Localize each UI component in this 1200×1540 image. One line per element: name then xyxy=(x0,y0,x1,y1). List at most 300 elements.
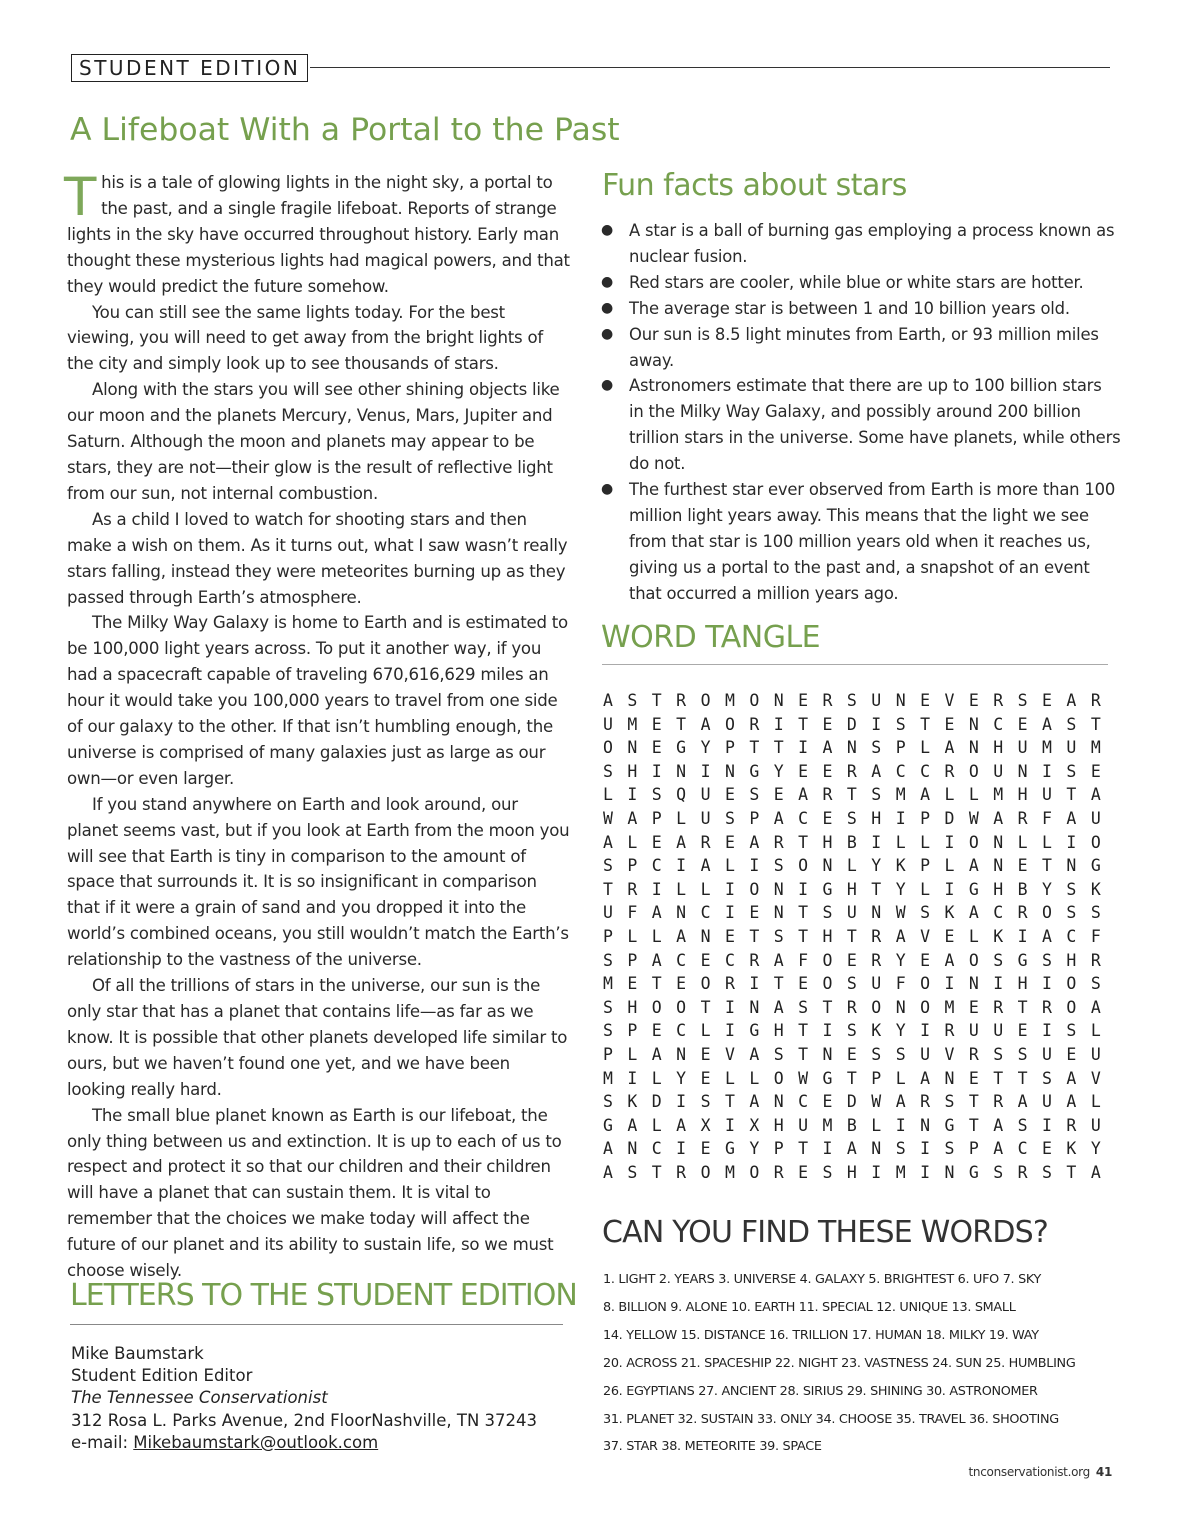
word-search-letter: L xyxy=(895,1068,906,1088)
word-search-row xyxy=(603,760,1115,784)
word-search-letter: W xyxy=(871,1092,882,1112)
word-search-letter: I xyxy=(676,856,687,876)
word-search-letter: L xyxy=(651,926,662,946)
word-search-letter: H xyxy=(627,761,638,781)
word-search-letter: D xyxy=(944,808,955,828)
word-search-letter: I xyxy=(920,1139,931,1159)
word-search-letter: E xyxy=(724,785,735,805)
word-search-letter: E xyxy=(968,691,979,710)
word-search-letter: L xyxy=(651,1068,662,1088)
fun-fact-item xyxy=(601,322,1121,374)
word-search-letter: G xyxy=(676,738,687,758)
word-search-letter: D xyxy=(846,1092,857,1112)
word-search-letter: S xyxy=(944,1092,955,1112)
word-search-letter: T xyxy=(700,997,711,1017)
word-list-line: 31. PLANET 32. SUSTAIN 33. ONLY 34. CHOOSE 35. TRAVEL 36. SHOOTING xyxy=(603,1411,1059,1427)
word-search-letter: S xyxy=(773,926,784,946)
word-search-letter: C xyxy=(920,761,931,781)
word-search-letter: P xyxy=(627,856,638,876)
word-search-row xyxy=(603,996,1115,1020)
word-search-letter: L xyxy=(676,879,687,899)
word-search-letter: R xyxy=(993,997,1004,1017)
word-search-letter: A xyxy=(1090,1162,1101,1182)
word-search-letter: T xyxy=(1066,785,1077,805)
word-search-letter: S xyxy=(1066,1021,1077,1041)
word-search-letter: R xyxy=(773,1162,784,1182)
word-search-letter: S xyxy=(993,950,1004,970)
word-list-line: 14. YELLOW 15. DISTANCE 16. TRILLION 17. HUMAN 18. MILKY 19. WAY xyxy=(603,1327,1039,1343)
word-search-letter: O xyxy=(700,974,711,994)
article-paragraph: You can still see the same lights today. For the best viewing, you will need to get away from the bright lights of the city and simply look up to see thousands of stars. xyxy=(67,302,543,374)
fun-fact-item xyxy=(601,218,1121,270)
word-search-letter: A xyxy=(1090,997,1101,1017)
word-search-letter: N xyxy=(944,1068,955,1088)
editor-name: Mike Baumstark xyxy=(71,1344,204,1363)
word-search-letter: P xyxy=(773,1139,784,1159)
word-search-letter: S xyxy=(603,1021,613,1041)
word-search-letter: N xyxy=(968,738,979,758)
word-search-letter: N xyxy=(749,997,760,1017)
word-search-letter: H xyxy=(846,1162,857,1182)
word-search-letter: T xyxy=(798,926,809,946)
fun-fact-text: Red stars are cooler, while blue or white stars are hotter. xyxy=(629,272,1084,292)
word-search-letter: U xyxy=(1090,1115,1101,1135)
word-search-letter: R xyxy=(773,832,784,852)
word-search-letter: A xyxy=(993,1139,1004,1159)
word-search-letter: R xyxy=(1066,1115,1077,1135)
word-search-letter: E xyxy=(822,1092,833,1112)
word-search-letter: A xyxy=(627,1115,638,1135)
letters-rule xyxy=(70,1324,563,1325)
word-search-letter: E xyxy=(846,950,857,970)
word-search-row xyxy=(603,831,1115,855)
word-search-letter: A xyxy=(993,1115,1004,1135)
word-search-letter: I xyxy=(798,738,809,758)
word-search-letter: A xyxy=(798,785,809,805)
word-search-letter: V xyxy=(724,1044,735,1064)
word-search-letter: T xyxy=(1042,856,1052,876)
page-number: 41 xyxy=(1095,1465,1112,1479)
word-search-letter: H xyxy=(773,1115,784,1135)
word-search-letter: A xyxy=(944,950,955,970)
word-search-letter: U xyxy=(920,1044,931,1064)
word-search-letter: Y xyxy=(871,856,882,876)
bullet-icon: ● xyxy=(601,481,614,498)
word-search-letter: O xyxy=(1042,903,1052,923)
word-search-letter: S xyxy=(1066,761,1077,781)
word-search-letter: E xyxy=(798,974,809,994)
word-search-letter: I xyxy=(944,974,955,994)
word-search-letter: I xyxy=(749,856,760,876)
word-search-letter: A xyxy=(968,903,979,923)
word-search-letter: I xyxy=(944,879,955,899)
word-search-letter: C xyxy=(676,1021,687,1041)
word-search-letter: I xyxy=(676,1092,687,1112)
word-search-letter: S xyxy=(1042,1068,1052,1088)
drop-cap: T xyxy=(64,167,97,228)
word-search-letter: C xyxy=(798,1092,809,1112)
word-search-letter: O xyxy=(871,997,882,1017)
word-search-letter: N xyxy=(676,903,687,923)
word-search-letter: S xyxy=(920,903,931,923)
word-search-letter: T xyxy=(749,926,760,946)
word-search-letter: N xyxy=(1066,856,1077,876)
word-search-letter: S xyxy=(993,1162,1004,1182)
word-search-letter: A xyxy=(773,950,784,970)
word-search-letter: P xyxy=(627,950,638,970)
word-search-letter: I xyxy=(871,832,882,852)
word-search-letter: I xyxy=(920,1021,931,1041)
word-search-row xyxy=(603,1043,1115,1067)
word-tangle-heading: WORD TANGLE xyxy=(601,620,821,655)
fun-fact-item xyxy=(601,270,1121,296)
fun-fact-item xyxy=(601,477,1121,607)
word-search-letter: T xyxy=(846,785,857,805)
word-search-letter: S xyxy=(1066,879,1077,899)
word-search-letter: W xyxy=(798,1068,809,1088)
word-search-letter: M xyxy=(895,785,906,805)
word-search-letter: R xyxy=(822,691,833,710)
word-search-letter: E xyxy=(920,950,931,970)
word-search-letter: U xyxy=(993,1021,1004,1041)
word-search-row xyxy=(603,783,1115,807)
word-search-letter: E xyxy=(651,1021,662,1041)
fun-fact-text: A star is a ball of burning gas employing a process known as nuclear fusion. xyxy=(629,221,1115,266)
word-search-letter: I xyxy=(1017,926,1028,946)
word-search-letter: I xyxy=(724,903,735,923)
word-search-letter: B xyxy=(846,832,857,852)
word-search-letter: S xyxy=(1017,691,1028,710)
word-list-line: 1. LIGHT 2. YEARS 3. UNIVERSE 4. GALAXY 5. BRIGHTEST 6. UFO 7. SKY xyxy=(603,1272,1042,1287)
word-search-letter: A xyxy=(651,903,662,923)
word-search-letter: Y xyxy=(895,879,906,899)
word-search-letter: E xyxy=(1017,714,1028,734)
word-search-letter: Y xyxy=(749,1139,760,1159)
word-search-letter: A xyxy=(1090,785,1101,805)
word-search-letter: A xyxy=(676,832,687,852)
word-search-letter: R xyxy=(871,926,882,946)
word-search-letter: Y xyxy=(895,950,906,970)
article-paragraph: The small blue planet known as Earth is our lifeboat, the only thing between us and extinction. It is up to each of us to respect and protect it so that our children and their children will have a planet that can sustain them. It is vital to remember that the choices we make today will affect the future of our planet and its ability to sustain life, so we must choose wisely. xyxy=(67,1105,562,1281)
word-search-letter: E xyxy=(773,785,784,805)
word-search-letter: L xyxy=(1090,1092,1101,1112)
word-search-letter: H xyxy=(627,997,638,1017)
word-search-letter: S xyxy=(627,691,638,710)
article-paragraph: Of all the trillions of stars in the universe, our sun is the only star that has a planet that contains life—as far as we know. It is possible that other planets developed life similar to ours, but we haven’t found one yet, and we have been looking really hard. xyxy=(67,976,568,1099)
word-search-letter: R xyxy=(920,1092,931,1112)
word-search-letter: U xyxy=(700,808,711,828)
word-search-letter: H xyxy=(822,926,833,946)
word-search-letter: I xyxy=(724,997,735,1017)
word-search-letter: G xyxy=(968,1162,979,1182)
word-search-letter: I xyxy=(627,785,638,805)
word-search-letter: A xyxy=(822,738,833,758)
fun-facts-list xyxy=(601,218,1121,607)
word-search-letter: E xyxy=(724,926,735,946)
word-search-letter: S xyxy=(871,1044,882,1064)
word-search-letter: E xyxy=(822,714,833,734)
word-search-letter: D xyxy=(651,1092,662,1112)
word-search-letter: N xyxy=(871,903,882,923)
word-search-letter: U xyxy=(798,1115,809,1135)
word-search-letter: T xyxy=(603,879,613,899)
word-search-letter: A xyxy=(920,1068,931,1088)
word-search-letter: M xyxy=(724,1162,735,1182)
word-search-letter: H xyxy=(822,832,833,852)
word-search-letter: E xyxy=(798,691,809,710)
word-search-letter: A xyxy=(1066,1068,1077,1088)
word-search-letter: X xyxy=(700,1115,711,1135)
word-search-letter: U xyxy=(1042,785,1052,805)
word-search-letter: P xyxy=(920,808,931,828)
word-search-letter: T xyxy=(773,974,784,994)
word-search-letter: R xyxy=(676,691,687,710)
word-search-letter: L xyxy=(920,879,931,899)
word-search-letter: N xyxy=(993,832,1004,852)
word-search-letter: R xyxy=(993,691,1004,710)
fun-facts-heading: Fun facts about stars xyxy=(602,168,907,203)
word-search-row xyxy=(603,689,1115,713)
word-search-letter: T xyxy=(1090,714,1101,734)
word-search-letter: K xyxy=(895,856,906,876)
word-search-letter: A xyxy=(1066,1092,1077,1112)
word-search-letter: C xyxy=(651,1139,662,1159)
word-search-letter: L xyxy=(1090,1021,1101,1041)
word-search-letter: K xyxy=(1090,879,1101,899)
bullet-icon: ● xyxy=(601,273,614,290)
word-search-letter: U xyxy=(846,903,857,923)
word-search-letter: T xyxy=(798,832,809,852)
word-search-letter: N xyxy=(822,856,833,876)
fun-fact-item xyxy=(601,373,1121,477)
word-search-letter: U xyxy=(700,785,711,805)
word-search-letter: U xyxy=(1090,1044,1101,1064)
publication-name: The Tennessee Conservationist xyxy=(71,1388,328,1408)
word-search-letter: G xyxy=(822,1068,833,1088)
word-search-letter: N xyxy=(993,856,1004,876)
word-search-letter: T xyxy=(822,997,833,1017)
word-search-letter: T xyxy=(676,714,687,734)
word-search-letter: E xyxy=(627,974,638,994)
word-search-letter: U xyxy=(871,691,882,710)
word-search-letter: T xyxy=(798,1044,809,1064)
word-search-letter: E xyxy=(1066,1044,1077,1064)
word-search-letter: O xyxy=(968,950,979,970)
word-search-letter: S xyxy=(749,785,760,805)
word-search-letter: E xyxy=(1042,1139,1052,1159)
word-search-letter: T xyxy=(798,1021,809,1041)
word-search-letter: O xyxy=(822,974,833,994)
word-search-letter: A xyxy=(1042,926,1052,946)
email-link[interactable]: Mikebaumstark@outlook.com xyxy=(133,1432,379,1452)
word-search-letter: I xyxy=(724,1021,735,1041)
word-search-letter: N xyxy=(822,1044,833,1064)
word-search-letter: V xyxy=(944,1044,955,1064)
word-search-letter: I xyxy=(895,1115,906,1135)
word-search-letter: R xyxy=(944,761,955,781)
word-search-letter: P xyxy=(920,856,931,876)
word-search-letter: M xyxy=(895,1162,906,1182)
word-search-letter: G xyxy=(1017,950,1028,970)
word-search-letter: E xyxy=(822,808,833,828)
word-search-letter: A xyxy=(895,926,906,946)
word-list-line: 26. EGYPTIANS 27. ANCIENT 28. SIRIUS 29. SHINING 30. ASTRONOMER xyxy=(603,1383,1038,1399)
word-search-letter: N xyxy=(773,691,784,710)
word-search-letter: E xyxy=(822,761,833,781)
word-list-line: 20. ACROSS 21. SPACESHIP 22. NIGHT 23. VASTNESS 24. SUN 25. HUMBLING xyxy=(603,1355,1076,1371)
article-paragraph xyxy=(64,167,573,300)
word-search-letter: C xyxy=(700,903,711,923)
word-search-letter: L xyxy=(724,1068,735,1088)
word-search-letter: S xyxy=(724,808,735,828)
word-search-row xyxy=(603,972,1115,996)
word-search-letter: T xyxy=(968,1115,979,1135)
word-search-letter: T xyxy=(651,1162,662,1182)
word-search-letter: Y xyxy=(700,738,711,758)
word-search-letter: H xyxy=(993,879,1004,899)
word-search-letter: O xyxy=(749,691,760,710)
word-search-letter: L xyxy=(1042,832,1052,852)
word-search-row xyxy=(603,1161,1115,1185)
edition-label: STUDENT EDITION xyxy=(71,54,308,82)
contact-block xyxy=(71,1343,537,1454)
word-search-letter: R xyxy=(676,1162,687,1182)
word-search-row xyxy=(603,1137,1115,1161)
word-search-letter: A xyxy=(871,761,882,781)
fun-fact-text: Astronomers estimate that there are up to 100 billion stars in the Milky Way Galaxy, and possibly around 200 billion trillion stars in the universe. Some have planets, while others do not. xyxy=(629,376,1121,474)
word-search-letter: R xyxy=(1017,903,1028,923)
word-search-letter: A xyxy=(993,808,1004,828)
word-search-letter: C xyxy=(676,950,687,970)
word-search-letter: T xyxy=(920,714,931,734)
word-search-letter: S xyxy=(1017,1044,1028,1064)
word-search-letter: M xyxy=(1042,738,1052,758)
word-search-letter: C xyxy=(993,714,1004,734)
word-search-letter: X xyxy=(749,1115,760,1135)
word-search-letter: T xyxy=(846,1068,857,1088)
word-search-letter: E xyxy=(1017,1021,1028,1041)
word-search-letter: S xyxy=(603,1092,613,1112)
word-search-letter: S xyxy=(773,856,784,876)
article-paragraph: Along with the stars you will see other shining objects like our moon and the planets Mercury, Venus, Mars, Jupiter and Saturn. Although the moon and planets may appear to be stars, they are not—their glow is the result of reflective light from our sun, not internal combustion. xyxy=(67,380,560,503)
bullet-icon: ● xyxy=(601,377,614,394)
word-search-letter: T xyxy=(1066,1162,1077,1182)
word-search-letter: E xyxy=(944,714,955,734)
word-search-letter: L xyxy=(749,1068,760,1088)
word-search-letter: S xyxy=(895,1044,906,1064)
word-search-letter: O xyxy=(724,714,735,734)
word-search-letter: S xyxy=(1090,974,1101,994)
word-search-letter: G xyxy=(822,879,833,899)
word-search-letter: O xyxy=(1090,832,1101,852)
word-search-letter: T xyxy=(798,714,809,734)
word-search-letter: R xyxy=(944,1021,955,1041)
word-search-letter: R xyxy=(968,1044,979,1064)
word-search-letter: F xyxy=(627,903,638,923)
word-search-letter: T xyxy=(651,974,662,994)
word-search-letter: S xyxy=(1017,1115,1028,1135)
word-list-line: 37. STAR 38. METEORITE 39. SPACE xyxy=(603,1439,822,1455)
word-search-letter: L xyxy=(651,1115,662,1135)
word-search-letter: A xyxy=(846,1139,857,1159)
word-search-letter: L xyxy=(700,1021,711,1041)
word-search-letter: E xyxy=(798,761,809,781)
word-search-letter: N xyxy=(871,1139,882,1159)
word-search-letter: K xyxy=(944,903,955,923)
word-search-letter: M xyxy=(1090,738,1101,758)
word-search-letter: E xyxy=(700,1139,711,1159)
word-search-letter: R xyxy=(749,714,760,734)
word-search-letter: S xyxy=(1066,714,1077,734)
word-search-letter: U xyxy=(603,903,613,923)
fun-fact-text: Our sun is 8.5 light minutes from Earth, or 93 million miles away. xyxy=(629,324,1099,370)
word-search-letter: O xyxy=(822,950,833,970)
word-search-letter: R xyxy=(871,950,882,970)
word-search-letter: I xyxy=(773,714,784,734)
word-search-letter: H xyxy=(1066,950,1077,970)
word-search-letter: E xyxy=(700,1044,711,1064)
word-search-letter: M xyxy=(627,714,638,734)
word-search-letter: G xyxy=(749,1021,760,1041)
word-search-letter: A xyxy=(1066,808,1077,828)
word-search-letter: R xyxy=(846,997,857,1017)
word-search-letter: L xyxy=(944,785,955,805)
word-search-letter: Y xyxy=(1042,879,1052,899)
word-search-letter: E xyxy=(1042,691,1052,710)
word-search-letter: E xyxy=(749,903,760,923)
word-search-row xyxy=(603,1090,1115,1114)
word-search-letter: O xyxy=(798,856,809,876)
word-search-letter: S xyxy=(846,691,857,710)
word-search-letter: U xyxy=(1017,738,1028,758)
word-search-letter: C xyxy=(1066,926,1077,946)
word-search-letter: O xyxy=(968,761,979,781)
word-search-letter: L xyxy=(724,856,735,876)
word-search-letter: O xyxy=(920,997,931,1017)
word-search-letter: M xyxy=(603,974,613,994)
word-search-letter: U xyxy=(1042,1092,1052,1112)
word-search-letter: L xyxy=(603,785,613,805)
word-search-letter: T xyxy=(1017,1068,1028,1088)
word-search-letter: S xyxy=(895,714,906,734)
bullet-icon: ● xyxy=(601,222,614,238)
site-url: tnconservationist.org xyxy=(968,1465,1090,1479)
word-search-letter: S xyxy=(627,1162,638,1182)
word-search-letter: A xyxy=(1066,691,1077,710)
article-paragraph: As a child I loved to watch for shooting stars and then make a wish on them. As it turns out, what I saw wasn’t really stars falling, instead they were meteorites burning up as they passed through Earth’s atmosphere. xyxy=(67,509,568,607)
word-search-letter: A xyxy=(920,785,931,805)
word-search-letter: S xyxy=(1042,950,1052,970)
word-search-letter: S xyxy=(651,785,662,805)
word-search-row xyxy=(603,1019,1115,1043)
word-search-letter: I xyxy=(822,1021,833,1041)
word-search-letter: L xyxy=(895,832,906,852)
word-search-letter: L xyxy=(676,808,687,828)
word-search-letter: L xyxy=(968,926,979,946)
word-search-letter: A xyxy=(749,1092,760,1112)
word-search-letter: A xyxy=(627,808,638,828)
word-search-letter: A xyxy=(749,832,760,852)
word-search-letter: L xyxy=(920,832,931,852)
word-search-letter: E xyxy=(944,926,955,946)
word-search-letter: S xyxy=(822,1162,833,1182)
word-search-letter: S xyxy=(846,974,857,994)
word-search-letter: S xyxy=(798,997,809,1017)
word-search-letter: N xyxy=(773,1092,784,1112)
word-search-letter: R xyxy=(1042,997,1052,1017)
word-search-letter: O xyxy=(773,1068,784,1088)
word-search-row xyxy=(603,854,1115,878)
